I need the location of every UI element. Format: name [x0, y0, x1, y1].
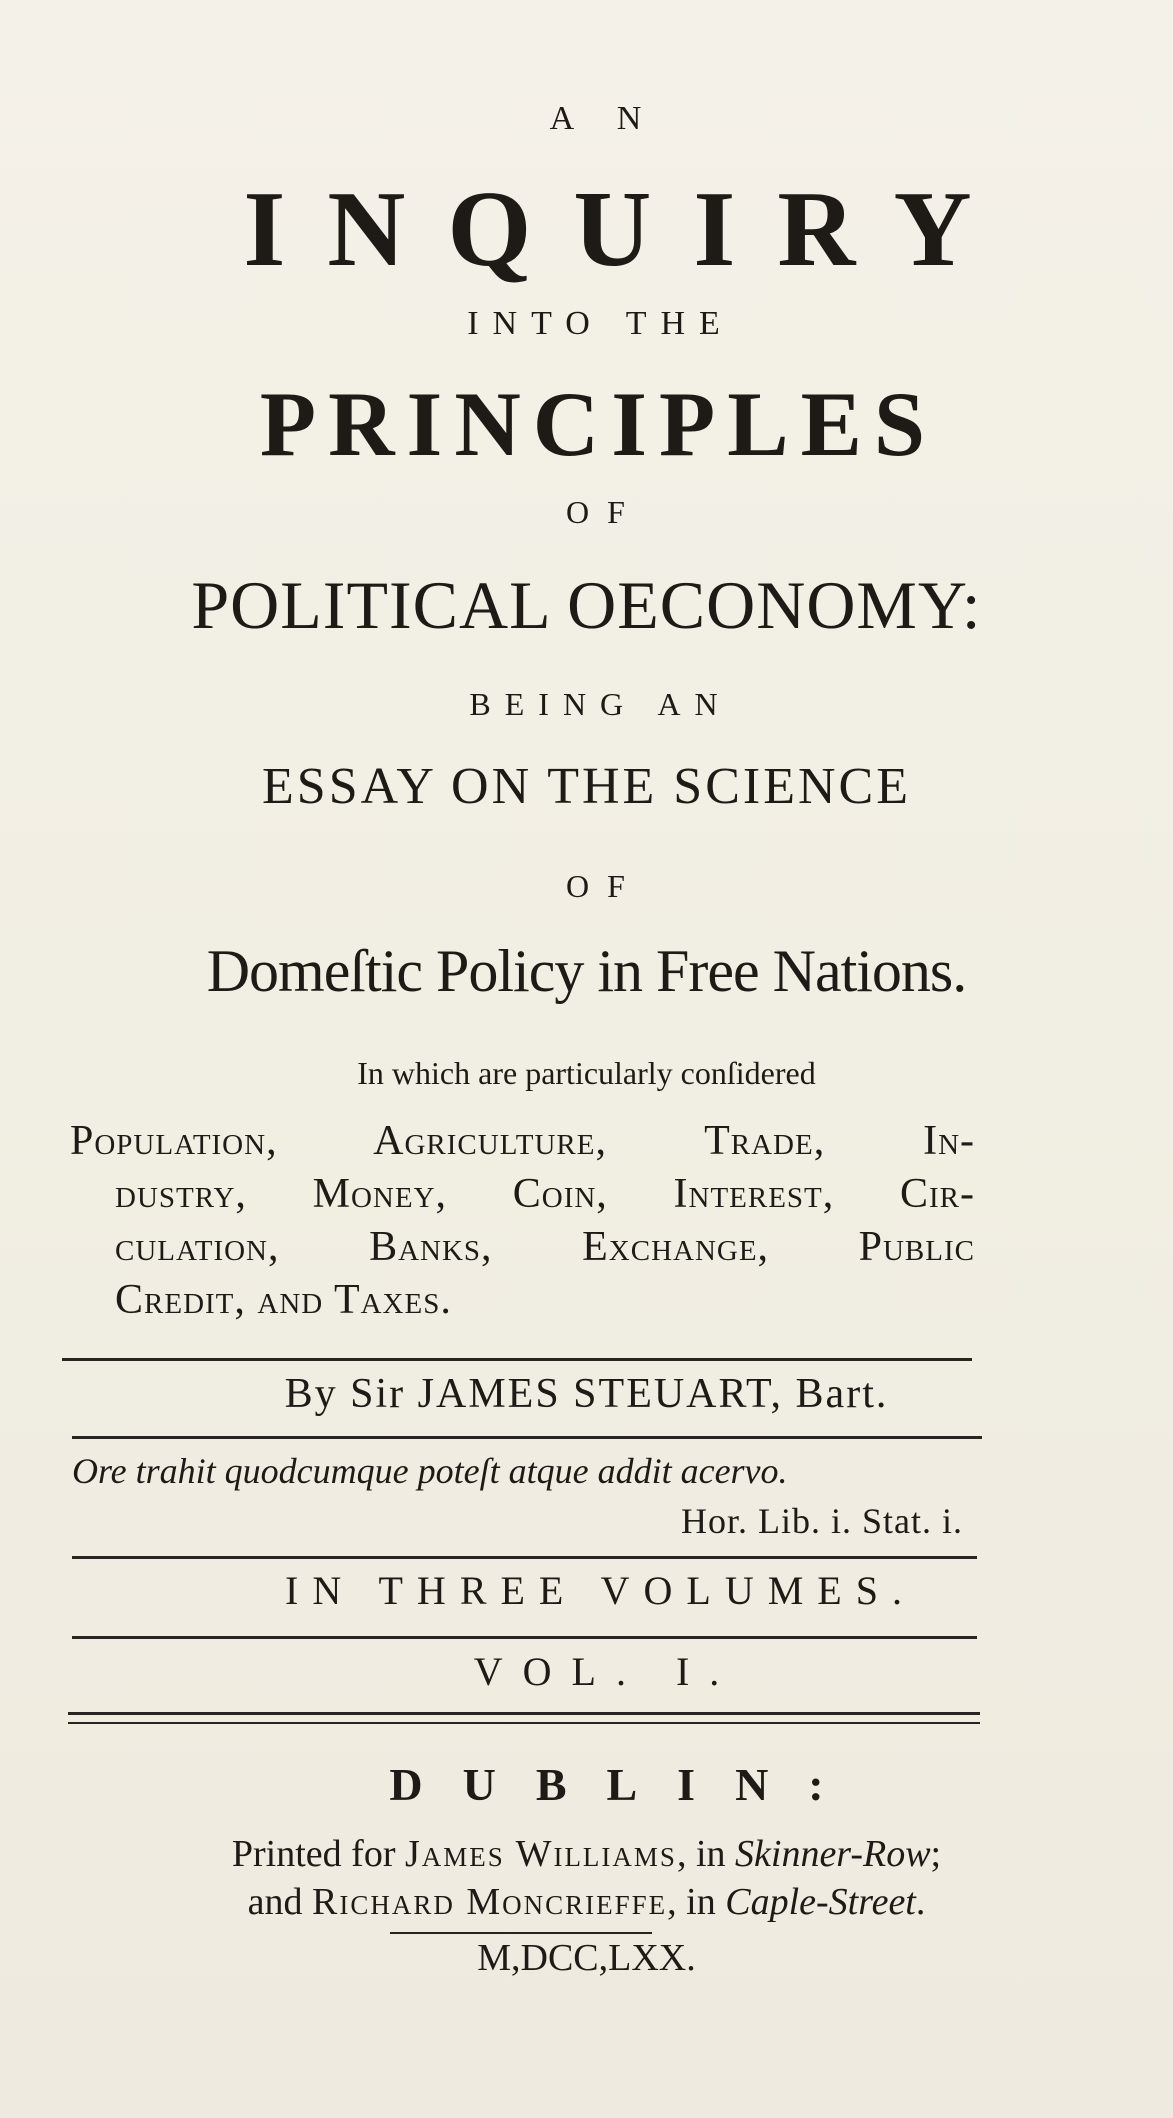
rule-above-author	[62, 1358, 972, 1361]
imprint-street-2: Caple-Street	[725, 1881, 916, 1923]
imprint-and: and	[247, 1881, 303, 1923]
author-line: By Sir JAMES STEUART, Bart.	[284, 1371, 889, 1417]
rule-below-author	[72, 1436, 982, 1439]
subjects-line: Population, Agriculture, Trade, In-	[70, 1118, 975, 1164]
heading-of-2: OF	[566, 868, 643, 904]
imprint-sep: ;	[930, 1833, 942, 1875]
heading-domestic-policy: Domeſtic Policy in Free Nations.	[206, 938, 967, 1004]
rule-double-lower	[68, 1722, 980, 1724]
imprint-publisher-2: Richard Moncrieffe	[311, 1881, 668, 1923]
volumes-line: IN THREE VOLUMES.	[285, 1568, 916, 1613]
heading-essay: ESSAY ON THE SCIENCE	[262, 758, 911, 815]
subjects-line: Credit, and Taxes.	[115, 1277, 452, 1323]
rule-double-upper	[68, 1712, 980, 1715]
imprint-line-1	[0, 1832, 1173, 1876]
imprint-printed-for: Printed for	[231, 1833, 396, 1875]
heading-political-oeconomy: POLITICAL OECONOMY:	[191, 567, 982, 643]
heading-into-the: INTO THE	[467, 305, 734, 342]
volume-number: VOL. I.	[473, 1649, 740, 1694]
imprint-city: DUBLIN:	[389, 1759, 864, 1810]
imprint-street-1: Skinner-Row	[735, 1833, 931, 1875]
epigraph: Ore trahit quodcumque poteſt atque addit acervo.	[72, 1451, 788, 1491]
subjects-line: dustry, Money, Coin, Interest, Cir-	[115, 1171, 975, 1217]
rule-above-volumes	[72, 1556, 977, 1559]
heading-an: A N	[549, 100, 660, 137]
imprint-sep: .	[915, 1881, 926, 1923]
imprint-year: M,DCC,LXX.	[477, 1937, 696, 1979]
heading-inquiry: INQUIRY	[243, 170, 1014, 289]
epigraph-source: Hor. Lib. i. Stat. i.	[681, 1501, 963, 1541]
subtitle-in-which: In which are particularly conſidered	[357, 1055, 816, 1091]
imprint-publisher-1: James Williams	[404, 1833, 677, 1875]
subjects-block	[70, 1115, 975, 1327]
heading-principles: PRINCIPLES	[259, 373, 938, 475]
imprint-in: , in	[676, 1833, 726, 1875]
imprint-line-2	[0, 1880, 1173, 1924]
imprint-in: , in	[667, 1881, 716, 1923]
rule-above-year	[390, 1932, 652, 1934]
subjects-line: culation, Banks, Exchange, Public	[115, 1224, 975, 1270]
heading-being-an: BEING AN	[469, 686, 732, 722]
rule-below-volumes	[72, 1636, 977, 1639]
heading-of-1: OF	[566, 494, 643, 530]
